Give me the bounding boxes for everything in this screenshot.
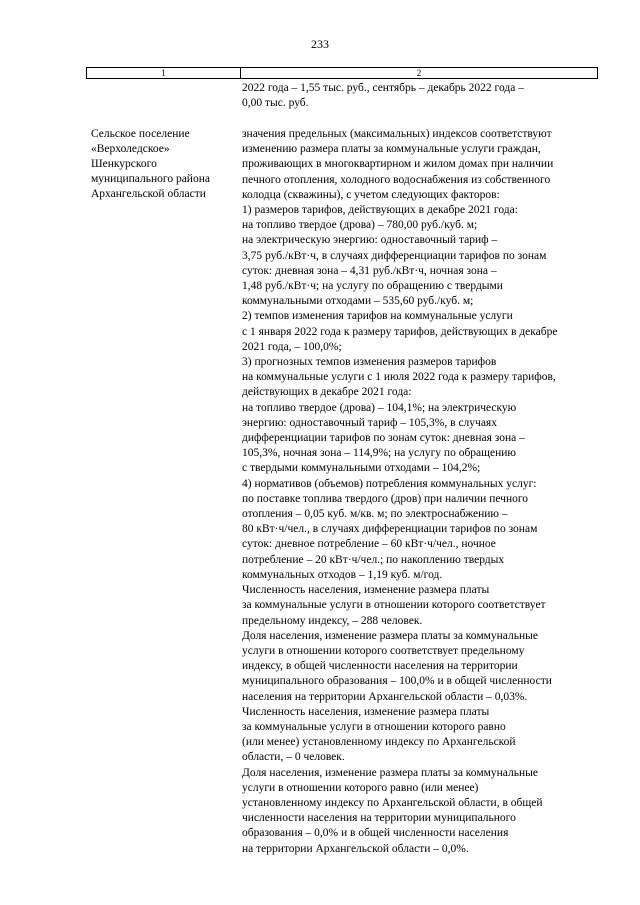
description-line: Доля населения, изменение размера платы за коммунальные: [242, 629, 538, 642]
municipality-line: Архангельской области: [91, 188, 206, 200]
municipality-cell: [91, 127, 241, 202]
description-line: за коммунальные услуги в отношении которого равно: [242, 720, 506, 733]
description-line: услуги в отношении которого соответствует предельному: [242, 644, 525, 657]
description-line: 3,75 руб./кВт·ч, в случаях дифференциации тарифов по зонам: [242, 249, 547, 262]
description-line: значения предельных (максимальных) индексов соответствуют: [242, 128, 552, 140]
description-line: населения на территории Архангельской области – 0,03%.: [242, 690, 528, 703]
description-line: 1,48 руб./кВт·ч; на услугу по обращению с твердыми: [242, 280, 503, 293]
continuation-line: 2022 года – 1,55 тыс. руб., сентябрь – декабрь 2022 года –: [242, 82, 524, 94]
description-line: с твердыми коммунальными отходами – 104,2%;: [242, 462, 481, 475]
description-line: проживающих в многоквартирном и жилом домах при наличии: [242, 158, 554, 171]
description-line: установленному индексу по Архангельской области, в общей: [242, 796, 543, 809]
description-line: коммунальных отходов – 1,19 куб. м/год.: [242, 568, 443, 581]
municipality-line: муниципального района: [91, 173, 210, 185]
description-line: Численность населения, изменение размера платы: [242, 584, 490, 597]
description-line: 80 кВт·ч/чел., в случаях дифференциации тарифов по зонам: [242, 523, 538, 536]
description-line: коммунальными отходами – 535,60 руб./куб. м;: [242, 295, 474, 308]
description-line: 4) нормативов (объемов) потребления коммунальных услуг:: [242, 477, 537, 490]
description-line: по поставке топлива твердого (дров) при наличии печного: [242, 492, 529, 505]
description-line: муниципального образования – 100,0% и в общей численности: [242, 675, 552, 688]
description-line: на топливо твердое (дрова) – 104,1%; на электрическую: [242, 401, 517, 414]
description-line: области, – 0 человек.: [242, 751, 345, 764]
description-line: образования – 0,0% и в общей численности населения: [242, 827, 509, 840]
description-line: на территории Архангельской области – 0,0%.: [242, 842, 469, 855]
description-line: на электрическую энергию: одноставочный тариф –: [242, 234, 498, 247]
description-line: дифференциации тарифов по зонам суток: дневная зона –: [242, 432, 525, 445]
description-line: индексу, в общей численности населения на территории: [242, 660, 518, 673]
description-line: изменению размера платы за коммунальные услуги граждан,: [242, 143, 541, 156]
description-line: 2) темпов изменения тарифов на коммунальные услуги: [242, 310, 513, 323]
description-line: на топливо твердое (дрова) – 780,00 руб./куб. м;: [242, 219, 478, 232]
municipality-line: Сельское поселение: [91, 128, 190, 140]
description-line: (или менее) установленному индексу по Архангельской: [242, 736, 516, 749]
description-line: отопления – 0,05 куб. м/кв. м; по электроснабжению –: [242, 508, 508, 521]
description-line: 1) размеров тарифов, действующих в декабре 2021 года:: [242, 204, 518, 217]
description-line: суток: дневная зона – 4,31 руб./кВт·ч, ночная зона –: [242, 264, 497, 277]
description-line: услуги в отношении которого равно (или менее): [242, 781, 479, 794]
page-number: 233: [311, 37, 329, 51]
description-line: на коммунальные услуги с 1 июля 2022 года к размеру тарифов,: [242, 371, 556, 384]
description-line: Доля населения, изменение размера платы за коммунальные: [242, 766, 538, 779]
description-line: с 1 января 2022 года к размеру тарифов, действующих в декабре: [242, 325, 558, 338]
description-line: за коммунальные услуги в отношении которого соответствует: [242, 599, 546, 612]
municipality-line: «Верхоледское»: [91, 143, 170, 155]
description-line: энергию: одноставочный тариф – 105,3%, в случаях: [242, 416, 497, 429]
description-line: колодца (скважины), с учетом следующих факторов:: [242, 188, 500, 201]
description-line: действующих в декабре 2021 года:: [242, 386, 412, 399]
description-cell: [242, 127, 602, 857]
description-line: печного отопления, холодного водоснабжения из собственного: [242, 173, 551, 186]
description-line: потребление – 20 кВт·ч/чел.; по накоплению твердых: [242, 553, 505, 566]
description-line: 105,3%, ночная зона – 114,9%; на услугу по обращению: [242, 447, 517, 460]
description-line: 2021 года, – 100,0%;: [242, 340, 342, 353]
continuation-line: 0,00 тыс. руб.: [242, 97, 309, 109]
municipality-line: Шенкурского: [91, 158, 157, 170]
description-line: суток: дневное потребление – 60 кВт·ч/чел., ночное: [242, 538, 496, 551]
description-line: численности населения на территории муниципального: [242, 812, 516, 825]
table-header-col2: 2: [416, 68, 422, 78]
description-line: Численность населения, изменение размера платы: [242, 705, 490, 718]
description-line: 3) прогнозных темпов изменения размеров тарифов: [242, 356, 497, 369]
description-line: предельному индексу, – 288 человек.: [242, 614, 423, 627]
table-header: [86, 67, 598, 79]
table-header-col1: 1: [87, 68, 241, 78]
